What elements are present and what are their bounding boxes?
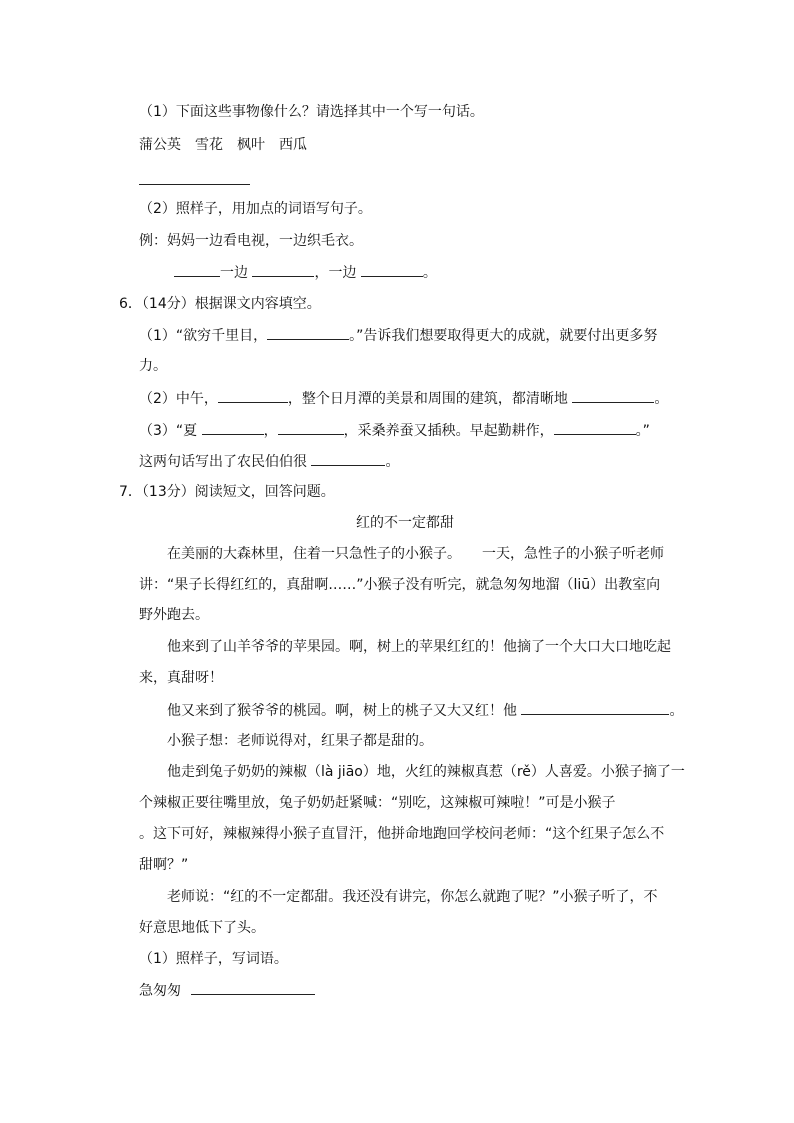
q5-2-blank-action-1[interactable] [252,262,314,277]
q5-1-answer-blank[interactable] [139,183,250,185]
story-p1-line-1: 在美丽的大森林里，住着一只急性子的小猴子。 一天，急性子的小猴子听老师 [167,546,664,562]
story-p5-line-1: 他走到兔子奶奶的辣椒（là jiāo）地，火红的辣椒真惹（rě）人喜爱。小猴子摘了一 [167,764,685,780]
q6-3-end: 。 [385,454,400,470]
q7-1-example-line [139,980,315,1001]
q6-1-line [139,325,657,346]
q6-3-text-b: ， [263,423,278,439]
q5-1-prompt: （1）下面这些事物像什么？请选择其中一个写一句话。 [139,104,484,120]
q6-1-text-c: 力。 [139,358,167,374]
q6-1-text-b: 。”告诉我们想要取得更大的成就，就要付出更多努 [349,328,658,344]
q7-1-blank[interactable] [191,980,315,995]
q6-3-blank-3[interactable] [554,420,636,435]
story-p1-line-2: 讲：“果子长得红红的，真甜啊……”小猴子没有听完，就急匆匆地溜（liū）出教室向 [139,577,661,593]
q6-3-text-d: 。” [635,423,650,439]
story-p5-line-4: 甜啊？” [139,857,189,873]
story-p3-blank[interactable] [521,700,669,715]
q5-2-fill-line [174,262,437,283]
story-p3-text: 他又来到了猴爷爷的桃园。啊，树上的桃子又大又红！他 [167,703,517,719]
q6-3-text-a: （3）“夏 [139,423,198,439]
story-p5-line-2: 个辣椒正要往嘴里放，兔子奶奶赶紧喊：“别吃，这辣椒可辣啦！”可是小猴子 [139,795,616,811]
q6-3-line [139,420,650,441]
q5-1-items: 蒲公英 雪花 枫叶 西瓜 [139,137,307,153]
q6-2-text-b: ，整个日月潭的美景和周围的建筑，都清晰地 [287,391,568,407]
q5-2-fill-b: ，一边 [314,265,357,281]
story-p6-line-2: 好意思地低下了头。 [139,920,265,936]
q5-2-fill-end: 。 [422,265,437,281]
story-p2-line-1: 他来到了山羊爷爷的苹果园。啊，树上的苹果红红的！他摘了一个大口大口地吃起 [167,639,671,655]
story-title: 红的不一定都甜 [356,515,454,531]
story-p1-line-3: 野外跑去。 [139,607,209,623]
q6-1-text-a: （1）“欲穷千里目， [139,328,268,344]
q6-title: 6．（14分）根据课文内容填空。 [119,296,321,312]
q6-3-line-2 [139,451,399,472]
q6-2-blank-1[interactable] [218,388,288,403]
q5-2-blank-action-2[interactable] [361,262,423,277]
q6-3-blank-4[interactable] [311,451,385,466]
story-p3-end: 。 [669,703,684,719]
q6-2-end: 。 [654,391,669,407]
story-p2-line-2: 来，真甜呀！ [139,670,223,686]
story-p6-line-1: 老师说：“红的不一定都甜。我还没有讲完，你怎么就跑了呢？”小猴子听了，不 [167,889,658,905]
q6-3-blank-1[interactable] [202,420,264,435]
q7-title: 7．（13分）阅读短文，回答问题。 [119,484,335,500]
story-p3-line [167,700,683,721]
q6-3-text-c: ，采桑养蚕又插秧。早起勤耕作， [343,423,554,439]
q5-2-fill-a: 一边 [220,265,248,281]
q6-2-text-a: （2）中午， [139,391,218,407]
story-p5-line-3: 。这下可好，辣椒辣得小猴子直冒汗，他拼命地跑回学校问老师：“这个红果子怎么不 [139,826,665,842]
q6-2-blank-2[interactable] [572,388,654,403]
q5-2-example: 例：妈妈一边看电视，一边织毛衣。 [139,233,363,249]
q6-3-blank-2[interactable] [278,420,344,435]
q6-2-line [139,388,668,409]
q6-3-text-e: 这两句话写出了农民伯伯很 [139,454,307,470]
q7-1-example: 急匆匆 [139,983,181,999]
q5-2-blank-subject[interactable] [174,262,220,277]
q7-1-prompt: （1）照样子，写词语。 [139,951,288,967]
q6-1-blank[interactable] [267,325,349,340]
q5-2-prompt: （2）照样子，用加点的词语写句子。 [139,201,372,217]
story-p4: 小猴子想：老师说得对，红果子都是甜的。 [167,733,433,749]
